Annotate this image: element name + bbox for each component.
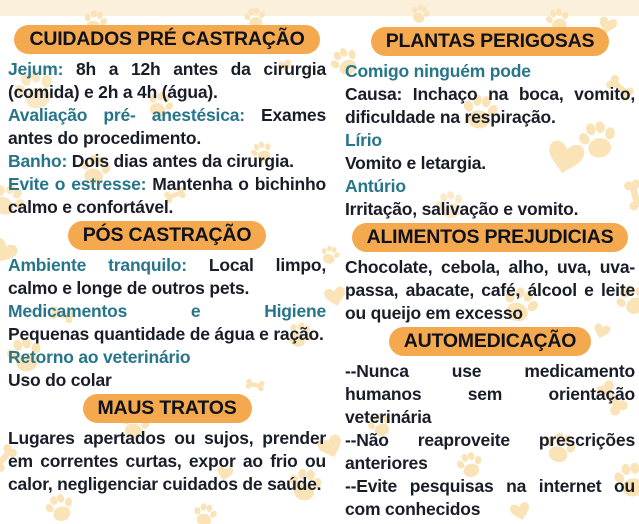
section-pre-castration bbox=[8, 25, 326, 219]
item-label: Antúrio bbox=[345, 176, 406, 196]
care-item bbox=[8, 173, 326, 219]
item-text: Causa: Inchaço na boca, vomito, dificuldade na respiração. bbox=[345, 84, 635, 127]
care-item bbox=[345, 256, 635, 325]
section-automedicacao bbox=[345, 327, 635, 521]
item-text: Uso do colar bbox=[8, 370, 112, 390]
item-label: Comigo ninguém pode bbox=[345, 61, 531, 81]
care-item bbox=[345, 152, 635, 175]
item-label: Evite o estresse: bbox=[8, 174, 147, 194]
content-columns bbox=[0, 16, 639, 524]
item-text: Pequenas quantidade de água e ração. bbox=[8, 324, 324, 344]
care-item bbox=[8, 254, 326, 300]
item-text: --Evite pesquisas na internet ou com conhecidos bbox=[345, 476, 635, 519]
item-text: 8h a 12h antes da cirurgia (comida) e 2h a 4h (água). bbox=[8, 59, 327, 102]
care-item bbox=[8, 323, 326, 346]
section-alimentos-prejudiciais bbox=[345, 223, 635, 325]
care-item bbox=[345, 129, 635, 152]
item-text: Dois dias antes da cirurgia. bbox=[71, 151, 294, 171]
section-title-pill: PLANTAS PERIGOSAS bbox=[371, 27, 610, 56]
item-text: Vomito e letargia. bbox=[345, 153, 486, 173]
item-text: --Nunca use medicamento humanos sem orientação veterinária bbox=[345, 361, 635, 427]
item-text: Local limpo, calmo e longe de outros pets. bbox=[8, 255, 326, 298]
section-title-pill: PÓS CASTRAÇÃO bbox=[68, 221, 267, 250]
item-text: Chocolate, cebola, alho, uva, uva-passa, abacate, café, álcool e leite ou queijo em excesso bbox=[345, 257, 635, 323]
care-item bbox=[345, 175, 635, 198]
care-item bbox=[8, 104, 326, 150]
section-header-row bbox=[8, 25, 326, 54]
care-item bbox=[8, 300, 326, 323]
item-label: Ambiente tranquilo: bbox=[8, 255, 187, 275]
section-header-row bbox=[8, 221, 326, 250]
item-text: Mantenha o bichinho calmo e confortável. bbox=[8, 174, 326, 217]
care-item bbox=[345, 83, 635, 129]
care-item bbox=[345, 198, 635, 221]
care-item bbox=[8, 58, 326, 104]
left-column bbox=[0, 16, 334, 524]
care-item bbox=[345, 360, 635, 429]
care-item bbox=[345, 429, 635, 475]
item-label: Banho: bbox=[8, 151, 68, 171]
section-title-pill: MAUS TRATOS bbox=[83, 394, 252, 423]
item-label: Avaliação pré- anestésica: bbox=[8, 105, 245, 125]
right-column bbox=[334, 16, 639, 524]
care-item bbox=[8, 427, 326, 496]
section-pos-castration bbox=[8, 221, 326, 392]
section-header-row bbox=[345, 223, 635, 252]
item-text: Lugares apertados ou sujos, prender em correntes curtas, expor ao frio ou calor, negligenciar cuidados de saúde. bbox=[8, 428, 326, 494]
care-item bbox=[345, 475, 635, 521]
item-label: Retorno ao veterinário bbox=[8, 347, 191, 367]
care-item bbox=[8, 369, 326, 392]
section-header-row bbox=[345, 27, 635, 56]
item-label: Jejum: bbox=[8, 59, 64, 79]
item-label: Medicamentos e Higiene bbox=[8, 301, 326, 321]
section-header-row bbox=[8, 394, 326, 423]
section-title-pill: ALIMENTOS PREJUDICIAS bbox=[352, 223, 629, 252]
section-header-row bbox=[345, 327, 635, 356]
section-title-pill: CUIDADOS PRÉ CASTRAÇÃO bbox=[14, 25, 319, 54]
care-item bbox=[8, 346, 326, 369]
section-title-pill: AUTOMEDICAÇÃO bbox=[389, 327, 592, 356]
care-item bbox=[8, 150, 326, 173]
item-text: Irritação, salivação e vomito. bbox=[345, 199, 579, 219]
item-text: Exames antes do procedimento. bbox=[8, 105, 326, 148]
care-item bbox=[345, 60, 635, 83]
section-plantas-perigosas bbox=[345, 27, 635, 221]
section-maus-tratos bbox=[8, 394, 326, 496]
item-text: --Não reaproveite prescrições anteriores bbox=[345, 430, 635, 473]
item-label: Lírio bbox=[345, 130, 382, 150]
